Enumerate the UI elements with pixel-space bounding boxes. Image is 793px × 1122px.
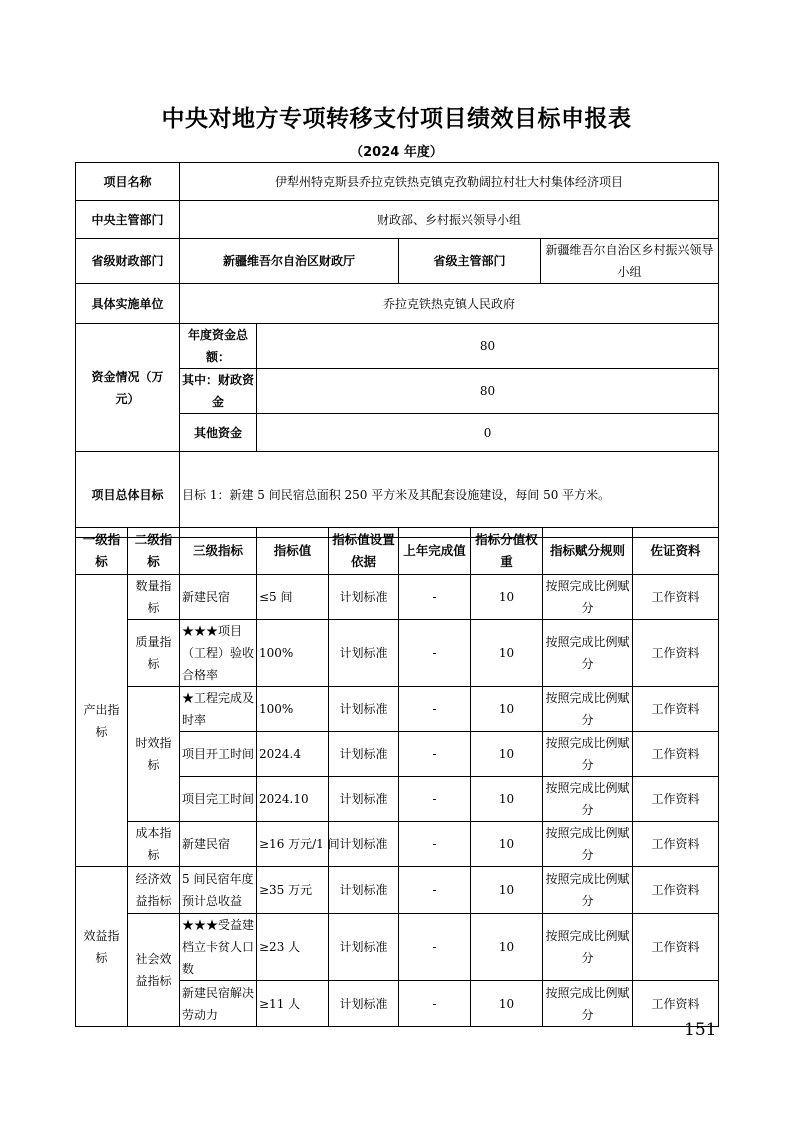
funds-other-value: 0: [257, 414, 719, 452]
prov-finance-value: 新疆维吾尔自治区财政厅: [180, 239, 399, 284]
rule-cell: 按照完成比例赋分: [543, 575, 633, 620]
basis-cell: 计划标准: [329, 981, 399, 1027]
prov-dept-label: 省级主管部门: [399, 239, 541, 284]
weight-cell: 10: [471, 687, 543, 732]
indicator-table: [75, 527, 719, 1027]
central-dept-label: 中央主管部门: [76, 201, 180, 239]
weight-cell: 10: [471, 867, 543, 914]
level3-cell: 项目完工时间: [180, 777, 257, 822]
prev-cell: -: [399, 777, 471, 822]
weight-cell: 10: [471, 732, 543, 777]
project-name-value: 伊犁州特克斯县乔拉克铁热克镇克孜勒阔拉村壮大村集体经济项目: [180, 163, 719, 201]
evidence-cell: 工作资料: [633, 732, 719, 777]
level2-cost: 成本指标: [128, 822, 180, 867]
header-weight: 指标分值权重: [471, 528, 543, 575]
funds-total-value: 80: [257, 324, 719, 369]
prev-cell: -: [399, 981, 471, 1027]
prev-cell: -: [399, 822, 471, 867]
funds-other-label: 其他资金: [180, 414, 257, 452]
value-cell: ≥11 人: [257, 981, 329, 1027]
goal-label: 项目总体目标: [76, 452, 180, 538]
header-level2: 二级指标: [128, 528, 180, 575]
basis-cell: 计划标准: [329, 914, 399, 981]
rule-cell: 按照完成比例赋分: [543, 822, 633, 867]
level3-cell: ★工程完成及时率: [180, 687, 257, 732]
prev-cell: -: [399, 687, 471, 732]
level2-social: 社会效益指标: [128, 914, 180, 1027]
level3-cell: 5 间民宿年度预计总收益: [180, 867, 257, 914]
funds-fiscal-value: 80: [257, 369, 719, 414]
prev-cell: -: [399, 914, 471, 981]
weight-cell: 10: [471, 981, 543, 1027]
value-cell: ≥16 万元/1 间: [257, 822, 329, 867]
evidence-cell: 工作资料: [633, 620, 719, 687]
prov-dept-value: 新疆维吾尔自治区乡村振兴领导小组: [541, 239, 719, 284]
level2-timeliness: 时效指标: [128, 687, 180, 822]
value-cell: 100%: [257, 687, 329, 732]
value-cell: 2024.4: [257, 732, 329, 777]
basis-cell: 计划标准: [329, 822, 399, 867]
level3-cell: 新建民宿: [180, 822, 257, 867]
basis-cell: 计划标准: [329, 575, 399, 620]
funds-fiscal-label: 其中：财政资金: [180, 369, 257, 414]
impl-unit-label: 具体实施单位: [76, 284, 180, 324]
prov-finance-label: 省级财政部门: [76, 239, 180, 284]
info-table: [75, 162, 719, 538]
table-row: [76, 620, 719, 687]
evidence-cell: 工作资料: [633, 867, 719, 914]
basis-cell: 计划标准: [329, 777, 399, 822]
header-basis: 指标值设置依据: [329, 528, 399, 575]
level2-economic: 经济效益指标: [128, 867, 180, 914]
prev-cell: -: [399, 575, 471, 620]
level2-quality: 质量指标: [128, 620, 180, 687]
weight-cell: 10: [471, 914, 543, 981]
table-row: [76, 687, 719, 732]
funds-label: 资金情况（万元）: [76, 324, 180, 452]
basis-cell: 计划标准: [329, 687, 399, 732]
header-rule: 指标赋分规则: [543, 528, 633, 575]
table-row: [76, 822, 719, 867]
level3-cell: ★★★受益建档立卡贫人口数: [180, 914, 257, 981]
table-row: [76, 575, 719, 620]
page-title: 中央对地方专项转移支付项目绩效目标申报表: [161, 106, 632, 132]
rule-cell: 按照完成比例赋分: [543, 687, 633, 732]
value-cell: 100%: [257, 620, 329, 687]
header-level1: 一级指标: [76, 528, 128, 575]
funds-total-label: 年度资金总额：: [180, 324, 257, 369]
weight-cell: 10: [471, 575, 543, 620]
rule-cell: 按照完成比例赋分: [543, 732, 633, 777]
header-prev: 上年完成值: [399, 528, 471, 575]
rule-cell: 按照完成比例赋分: [543, 981, 633, 1027]
evidence-cell: 工作资料: [633, 777, 719, 822]
goal-text: 目标 1：新建 5 间民宿总面积 250 平方米及其配套设施建设，每间 50 平方米。: [180, 452, 719, 538]
level1-output: 产出指标: [76, 575, 128, 867]
evidence-cell: 工作资料: [633, 575, 719, 620]
basis-cell: 计划标准: [329, 620, 399, 687]
evidence-cell: 工作资料: [633, 687, 719, 732]
level3-cell: 新建民宿解决劳动力: [180, 981, 257, 1027]
value-cell: ≥23 人: [257, 914, 329, 981]
evidence-cell: 工作资料: [633, 981, 719, 1027]
year-subtitle: （2024 年度）: [350, 145, 443, 160]
rule-cell: 按照完成比例赋分: [543, 777, 633, 822]
header-evidence: 佐证资料: [633, 528, 719, 575]
weight-cell: 10: [471, 777, 543, 822]
table-row: [76, 914, 719, 981]
level3-cell: 项目开工时间: [180, 732, 257, 777]
level2-quantity: 数量指标: [128, 575, 180, 620]
table-row: [76, 867, 719, 914]
prev-cell: -: [399, 867, 471, 914]
level3-cell: 新建民宿: [180, 575, 257, 620]
value-cell: 2024.10: [257, 777, 329, 822]
impl-unit-value: 乔拉克铁热克镇人民政府: [180, 284, 719, 324]
header-level3: 三级指标: [180, 528, 257, 575]
basis-cell: 计划标准: [329, 867, 399, 914]
rule-cell: 按照完成比例赋分: [543, 914, 633, 981]
header-value: 指标值: [257, 528, 329, 575]
rule-cell: 按照完成比例赋分: [543, 867, 633, 914]
evidence-cell: 工作资料: [633, 914, 719, 981]
weight-cell: 10: [471, 620, 543, 687]
level1-benefit: 效益指标: [76, 867, 128, 1027]
basis-cell: 计划标准: [329, 732, 399, 777]
rule-cell: 按照完成比例赋分: [543, 620, 633, 687]
prev-cell: -: [399, 620, 471, 687]
value-cell: ≤5 间: [257, 575, 329, 620]
project-name-label: 项目名称: [76, 163, 180, 201]
level3-cell: ★★★项目（工程）验收合格率: [180, 620, 257, 687]
weight-cell: 10: [471, 822, 543, 867]
evidence-cell: 工作资料: [633, 822, 719, 867]
page-number: 151: [684, 1020, 717, 1040]
central-dept-value: 财政部、乡村振兴领导小组: [180, 201, 719, 239]
prev-cell: -: [399, 732, 471, 777]
value-cell: ≥35 万元: [257, 867, 329, 914]
